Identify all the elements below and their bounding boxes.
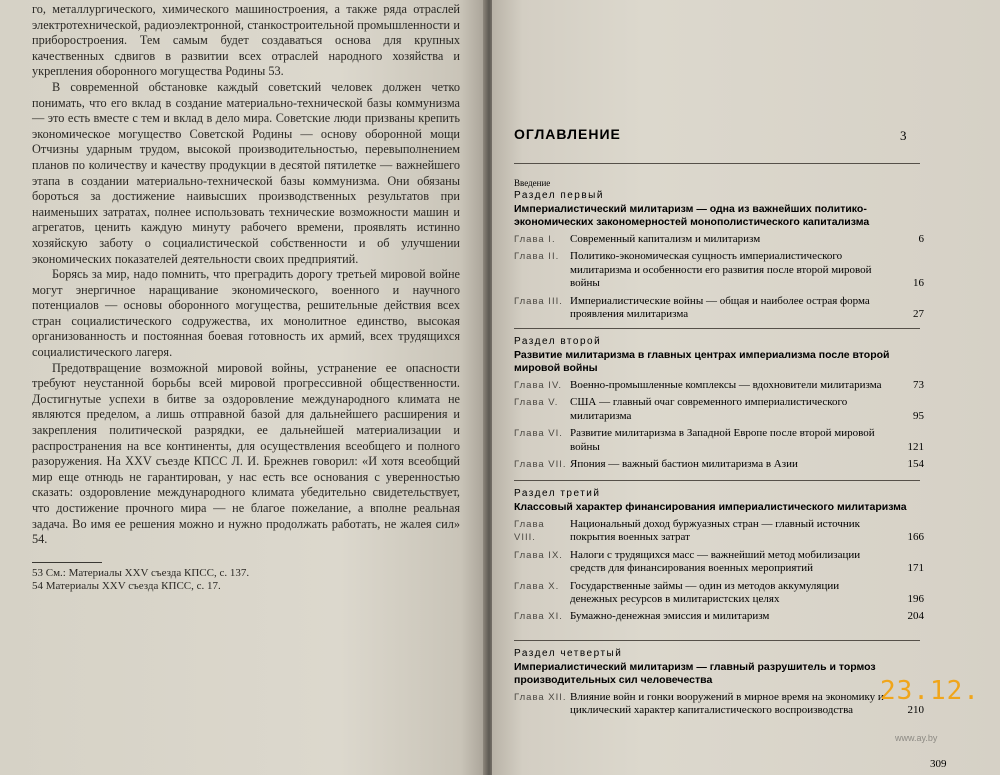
footnote: 53 См.: Материалы XXV съезда КПСС, с. 137.	[32, 566, 250, 579]
left-page	[0, 0, 485, 775]
chapter-page: 27	[913, 308, 924, 321]
chapter-page: 6	[918, 233, 924, 245]
chapter-label: Глава IV.	[514, 380, 563, 391]
toc-section-2	[514, 336, 924, 471]
chapter-page: 171	[907, 562, 924, 575]
toc-row[interactable]	[514, 610, 924, 623]
chapter-label: Глава XI.	[514, 611, 563, 623]
section-heading: Раздел третий	[514, 488, 601, 499]
chapter-page: 16	[913, 277, 924, 290]
section-heading: Раздел четвертый	[514, 648, 623, 659]
toc-intro: Введение	[514, 178, 551, 188]
chapter-page: 204	[907, 610, 924, 623]
toc-row[interactable]	[514, 233, 924, 246]
chapter-title: Политико-экономическая сущность империалистического милитаризма и особенности его развития после второй мировой войны	[570, 250, 872, 290]
divider	[514, 480, 920, 481]
page-number: 309	[930, 758, 947, 770]
toc-title-page: 3	[900, 128, 907, 143]
chapter-title: Военно-промышленные комплексы — вдохновители милитаризма	[570, 379, 882, 391]
divider	[514, 640, 920, 641]
chapter-title: Национальный доход буржуазных стран — главный источник покрытия военных затрат	[570, 518, 861, 544]
chapter-title: США — главный очаг современного империалистического милитаризма	[570, 396, 848, 422]
chapter-label: Глава V.	[514, 397, 559, 409]
footnote-divider	[32, 562, 102, 563]
section-title: Империалистический милитаризм — одна из важнейших политико-экономических закономерностей монополистического капитализма	[514, 203, 870, 228]
left-page-text	[32, 2, 460, 593]
toc-row[interactable]	[514, 549, 924, 576]
chapter-title: Япония — важный бастион милитаризма в Азии	[570, 458, 798, 471]
chapter-title: Бумажно-денежная эмиссия и милитаризм	[570, 610, 770, 623]
toc-row[interactable]	[514, 518, 924, 545]
section-title: Империалистический милитаризм — главный разрушитель и тормоз производительных сил человечества	[514, 661, 876, 686]
chapter-page: 121	[907, 440, 924, 453]
chapter-label: Глава IX.	[514, 549, 563, 561]
chapter-title: Государственные займы — один из методов аккумуляции денежных ресурсов в милитаристских целях	[570, 579, 840, 606]
toc-row[interactable]	[514, 691, 924, 718]
chapter-label: Глава III.	[514, 295, 563, 307]
divider	[514, 328, 920, 329]
section-heading: Раздел первый	[514, 190, 604, 201]
chapter-page: 73	[913, 379, 924, 391]
divider	[514, 163, 920, 164]
chapter-label: Глава VII.	[514, 459, 567, 471]
toc-section-3	[514, 488, 924, 624]
toc-row[interactable]	[514, 396, 924, 423]
section-heading: Раздел второй	[514, 336, 602, 347]
chapter-label: Глава VIII.	[514, 519, 545, 544]
toc-title: ОГЛАВЛЕНИЕ	[514, 126, 621, 142]
paragraph: Предотвращение возможной мировой войны, устранение ее опасности требуют неустанной борьбы всей мировой прогрессивной общественности. Достигнутые успехи в битве за оздоровление международного климата не являются пределом, а лишь отправной базой для дальнейшего расширения и закрепления политической разрядки, ее дальнейшей материализации и распространения на все континенты, для осуществления всеобщего и полного разоружения. На XXV съезде КПСС Л. И. Брежнев говорил: «И хотя всеобщий мир еще отнюдь не гарантирован, у нас есть все основания с уверенностью сказать: оздоровление международного климата убедительно свидетельствует, что достижение прочного мира — не благое пожелание, а вполне реальная задача. Во имя ее решения можно и нужно продолжать работать, не жалея сил» 54.	[32, 360, 460, 547]
chapter-page: 196	[907, 593, 924, 606]
paragraph: го, металлургического, химического машиностроения, а также ряда отраслей электротехнической, радиоэлектронной, станкостроительной промышленности и приборостроения. Тем самым будет создаваться основа для крупных качественных сдвигов в развитии всех отраслей народного хозяйства и укрепления оборонного могущества Родины 53.	[32, 2, 460, 79]
toc-row[interactable]	[514, 295, 924, 322]
paragraph: В современной обстановке каждый советский человек должен четко понимать, что его вклад в создание материально-технической базы коммунизма — это есть вместе с тем и вклад в дело мира. Советские люди призваны крепить экономическое могущество Советской Родины — основу оборонной мощи Отчизны ударным трудом, высокой производительностью, перевыполнением планов по количеству и качеству продукции в десятой пятилетке — важнейшего этапа в создании материально-технической базы коммунизма. Они обязаны бороться за достижение наивысших производственных результатов при наименьших затратах, полнее использовать технические возможности машин и агрегатов, ценить каждую минуту рабочего времени, проявлять истинно хозяйскую заботу о социалистической собственности и об улучшении экономических показателей деятельности своих предприятий.	[32, 79, 460, 266]
chapter-label: Глава VI.	[514, 428, 563, 440]
watermark: www.ay.by	[895, 733, 938, 743]
chapter-label: Глава I.	[514, 234, 556, 245]
toc-section-1	[514, 190, 924, 321]
photo-date-stamp: 23.12.	[880, 676, 980, 706]
section-title: Классовый характер финансирования империалистического милитаризма	[514, 501, 907, 513]
toc-row[interactable]	[514, 427, 924, 454]
toc-row[interactable]	[514, 458, 924, 471]
chapter-title: Империалистические войны — общая и наиболее острая форма проявления милитаризма	[570, 294, 870, 321]
toc-section-4	[514, 648, 924, 718]
chapter-label: Глава XII.	[514, 692, 567, 703]
toc-row[interactable]	[514, 580, 924, 607]
chapter-page: 166	[907, 531, 924, 544]
chapter-label: Глава X.	[514, 580, 560, 592]
chapter-title: Современный капитализм и милитаризм	[570, 233, 761, 245]
chapter-title: Влияние войн и гонки вооружений в мирное время на экономику и циклический характер капиталистического воспроизводства	[570, 691, 884, 717]
toc-row[interactable]	[514, 379, 924, 392]
chapter-label: Глава II.	[514, 251, 560, 263]
footnote: 54 Материалы XXV съезда КПСС, с. 17.	[32, 579, 221, 592]
chapter-page: 210	[907, 704, 924, 717]
toc-row[interactable]	[514, 250, 924, 290]
chapter-page: 95	[913, 409, 924, 422]
chapter-page: 154	[907, 458, 924, 471]
section-title: Развитие милитаризма в главных центрах империализма после второй мировой войны	[514, 349, 890, 374]
chapter-title: Налоги с трудящихся масс — важнейший метод мобилизации средств для финансирования военных мероприятий	[570, 548, 861, 575]
chapter-title: Развитие милитаризма в Западной Европе после второй мировой войны	[570, 427, 875, 453]
paragraph: Борясь за мир, надо помнить, что преградить дорогу третьей мировой войне могут энергичное наращивание экономического, военного и научного потенциалов — основы оборонного могущества, решительные действия всех стран социалистического содружества, их монолитное единство, высокая организованность и постоянная боевая готовность их армий, всех трудящихся социалистического лагеря.	[32, 267, 460, 360]
